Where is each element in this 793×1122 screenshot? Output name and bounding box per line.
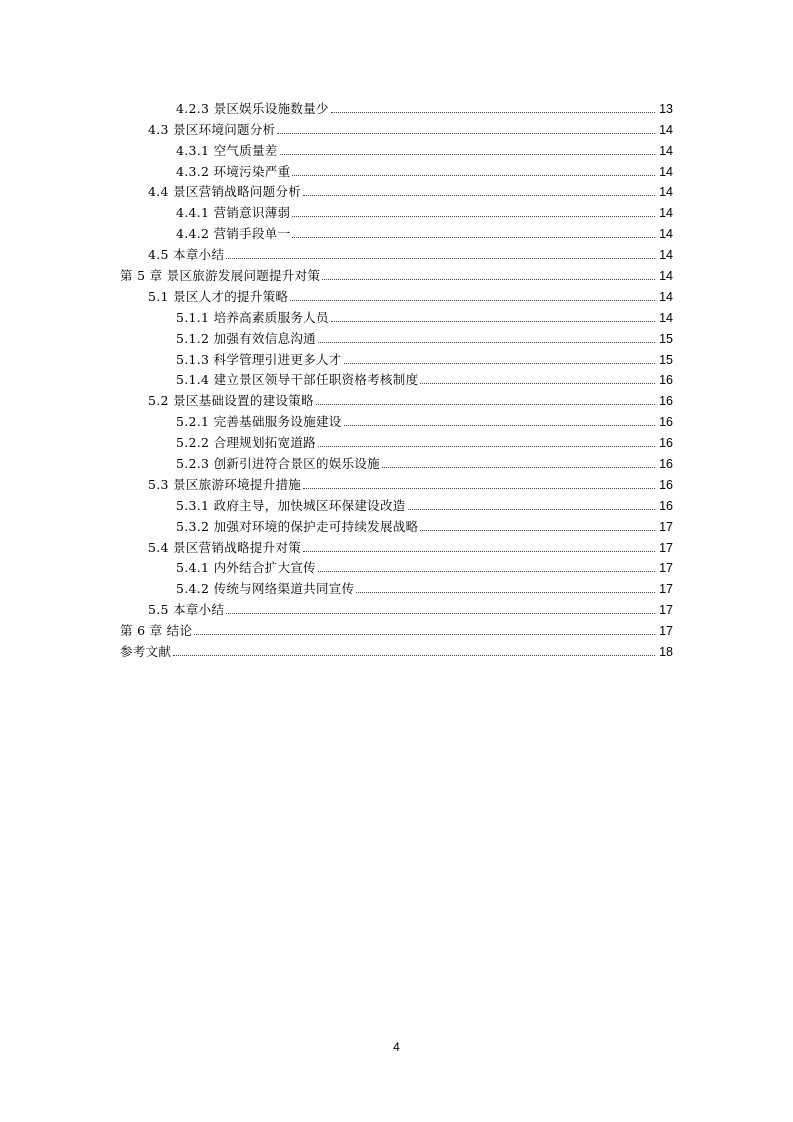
toc-entry-title: 5.3.2 加强对环境的保护走可持续发展战略 — [176, 518, 419, 534]
toc-entry-page: 16 — [659, 415, 673, 430]
toc-dot-leader — [303, 487, 655, 489]
toc-entry-page: 16 — [659, 498, 673, 513]
toc-entry-title: 5.2.1 完善基础服务设施建设 — [176, 414, 342, 430]
toc-entry-title: 5.4.2 传统与网络渠道共同宣传 — [176, 581, 355, 597]
toc-dot-leader — [194, 633, 655, 635]
toc-entry-page: 14 — [659, 269, 673, 284]
toc-entry-title: 5.1.2 加强有效信息沟通 — [176, 330, 316, 346]
toc-dot-leader — [420, 529, 655, 531]
toc-entry-title: 5.1.3 科学管理引进更多人才 — [176, 351, 342, 367]
toc-entry-title: 4.4.2 营销手段单一 — [176, 226, 291, 242]
toc-dot-leader — [420, 382, 655, 384]
toc-entry-page: 16 — [659, 373, 673, 388]
toc-entry-title: 5.2 景区基础设置的建设策略 — [148, 393, 314, 409]
toc-dot-leader — [331, 320, 655, 322]
toc-entry-title: 5.1 景区人才的提升策略 — [148, 288, 289, 304]
toc-entry-page: 14 — [659, 289, 673, 304]
toc-entry-title: 4.4 景区营销战略问题分析 — [148, 184, 302, 200]
toc-entry-page: 17 — [659, 624, 673, 639]
toc-entry-page: 17 — [659, 603, 673, 618]
toc-dot-leader — [226, 257, 655, 259]
toc-entry[interactable] — [0, 639, 673, 660]
toc-dot-leader — [318, 445, 655, 447]
toc-entry[interactable] — [0, 326, 673, 347]
toc-dot-leader — [292, 174, 655, 176]
toc-entry[interactable] — [0, 242, 673, 263]
toc-dot-leader — [344, 424, 655, 426]
toc-dot-leader — [316, 403, 655, 405]
toc-entry-page: 14 — [659, 310, 673, 325]
toc-entry-title: 4.3 景区环境问题分析 — [148, 121, 276, 137]
table-of-contents — [0, 96, 793, 660]
toc-entry[interactable] — [0, 493, 673, 514]
toc-entry[interactable] — [0, 138, 673, 159]
toc-entry-title: 第 5 章 景区旅游发展问题提升对策 — [120, 268, 321, 284]
toc-entry[interactable] — [0, 284, 673, 305]
toc-entry[interactable] — [0, 221, 673, 242]
toc-entry[interactable] — [0, 430, 673, 451]
toc-entry-title: 4.3.2 环境污染严重 — [176, 163, 291, 179]
toc-entry-page: 14 — [659, 227, 673, 242]
toc-dot-leader — [408, 508, 655, 510]
toc-entry[interactable] — [0, 159, 673, 180]
toc-entry-page: 14 — [659, 164, 673, 179]
toc-entry-page: 16 — [659, 477, 673, 492]
toc-dot-leader — [290, 299, 655, 301]
toc-entry-title: 参考文献 — [120, 644, 172, 660]
toc-entry-title: 5.2.3 创新引进符合景区的娱乐设施 — [176, 456, 380, 472]
toc-entry[interactable] — [0, 388, 673, 409]
toc-dot-leader — [303, 194, 655, 196]
toc-entry[interactable] — [0, 305, 673, 326]
toc-dot-leader — [292, 236, 655, 238]
toc-entry-page: 17 — [659, 519, 673, 534]
toc-entry[interactable] — [0, 368, 673, 389]
toc-entry-title: 5.3 景区旅游环境提升措施 — [148, 476, 302, 492]
toc-entry-title: 4.2.3 景区娱乐设施数量少 — [176, 100, 329, 116]
toc-entry-page: 14 — [659, 206, 673, 221]
toc-entry[interactable] — [0, 535, 673, 556]
toc-dot-leader — [331, 111, 655, 113]
toc-dot-leader — [226, 612, 655, 614]
toc-dot-leader — [280, 153, 655, 155]
toc-dot-leader — [322, 278, 655, 280]
toc-dot-leader — [356, 591, 655, 593]
toc-entry-page: 14 — [659, 143, 673, 158]
toc-entry-page: 16 — [659, 457, 673, 472]
toc-entry[interactable] — [0, 180, 673, 201]
toc-entry[interactable] — [0, 472, 673, 493]
toc-entry[interactable] — [0, 451, 673, 472]
toc-entry-title: 5.2.2 合理规划拓宽道路 — [176, 435, 316, 451]
toc-entry[interactable] — [0, 200, 673, 221]
toc-entry-page: 18 — [659, 645, 673, 660]
toc-entry-page: 14 — [659, 122, 673, 137]
toc-entry-title: 5.3.1 政府主导，加快城区环保建设改造 — [176, 497, 406, 513]
toc-dot-leader — [318, 341, 655, 343]
toc-dot-leader — [344, 362, 655, 364]
toc-dot-leader — [173, 654, 655, 656]
toc-entry[interactable] — [0, 409, 673, 430]
toc-dot-leader — [277, 132, 655, 134]
toc-dot-leader — [292, 215, 655, 217]
toc-entry-title: 5.1.1 培养高素质服务人员 — [176, 309, 329, 325]
toc-entry-page: 14 — [659, 185, 673, 200]
toc-entry[interactable] — [0, 263, 673, 284]
toc-entry-page: 16 — [659, 394, 673, 409]
toc-entry-title: 第 6 章 结论 — [120, 623, 193, 639]
toc-dot-leader — [303, 550, 655, 552]
toc-entry-page: 17 — [659, 582, 673, 597]
toc-entry[interactable] — [0, 96, 673, 117]
toc-entry-title: 5.1.4 建立景区领导干部任职资格考核制度 — [176, 372, 419, 388]
toc-entry-page: 17 — [659, 561, 673, 576]
toc-entry-page: 17 — [659, 540, 673, 555]
toc-entry-page: 16 — [659, 436, 673, 451]
toc-entry[interactable] — [0, 514, 673, 535]
toc-dot-leader — [382, 466, 655, 468]
toc-entry[interactable] — [0, 618, 673, 639]
toc-entry-title: 5.4 景区营销战略提升对策 — [148, 539, 302, 555]
toc-entry[interactable] — [0, 117, 673, 138]
toc-entry-page: 14 — [659, 248, 673, 263]
toc-entry-title: 4.3.1 空气质量差 — [176, 142, 278, 158]
toc-entry-title: 5.4.1 内外结合扩大宣传 — [176, 560, 316, 576]
toc-entry-page: 13 — [659, 101, 673, 116]
toc-dot-leader — [318, 570, 655, 572]
toc-entry[interactable] — [0, 597, 673, 618]
toc-entry-title: 4.4.1 营销意识薄弱 — [176, 205, 291, 221]
toc-entry[interactable] — [0, 347, 673, 368]
toc-entry-page: 15 — [659, 331, 673, 346]
page-number: 4 — [393, 1040, 400, 1054]
toc-entry-title: 4.5 本章小结 — [148, 247, 225, 263]
toc-entry[interactable] — [0, 576, 673, 597]
toc-entry[interactable] — [0, 556, 673, 577]
toc-entry-title: 5.5 本章小结 — [148, 602, 225, 618]
toc-entry-page: 15 — [659, 352, 673, 367]
